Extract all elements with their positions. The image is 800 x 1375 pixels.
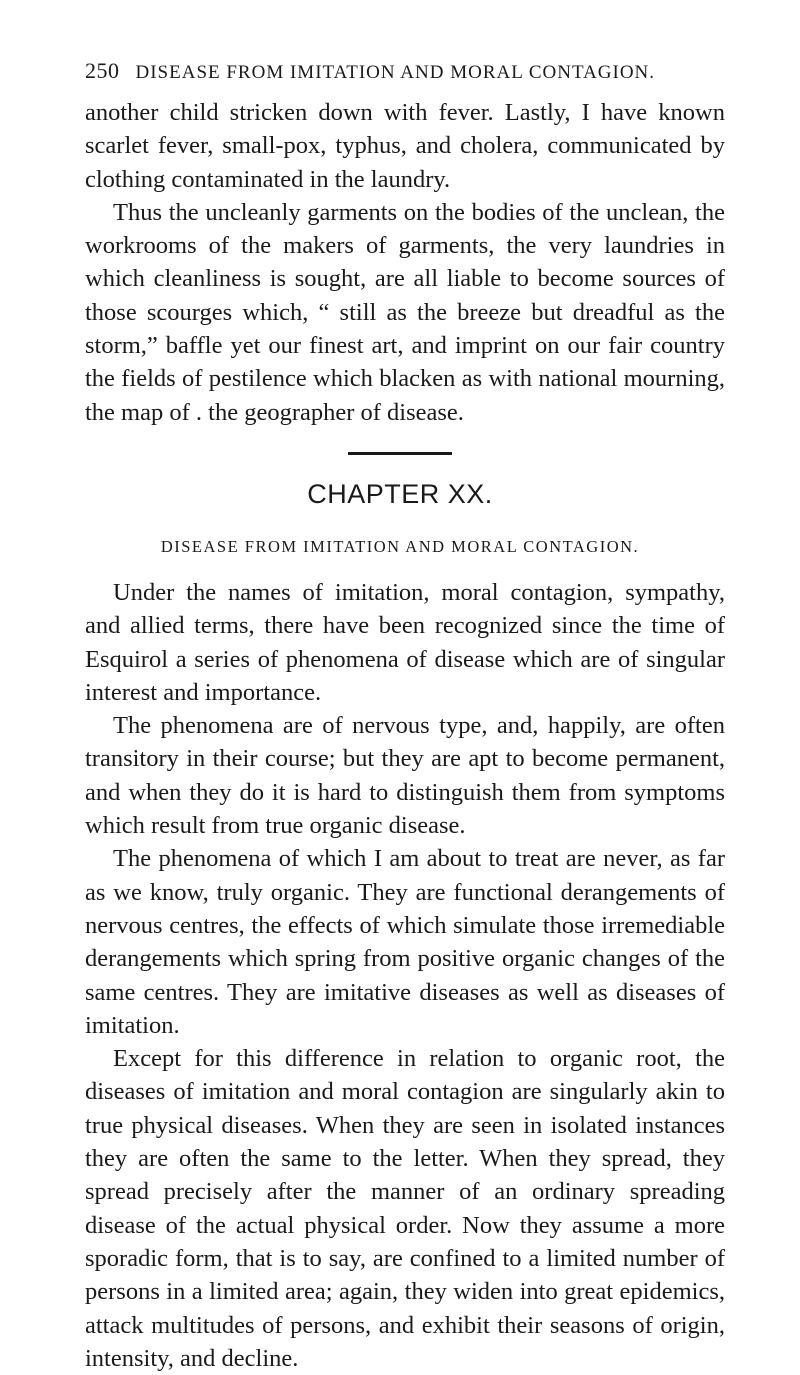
chapter-text-block (85, 576, 725, 1375)
paragraph: The phenomena of which I am about to treat are never, as far as we know, truly organic. They are functional derangements of nervous centres, the effects of which simulate those irremediable derangements which spring from positive organic changes of the same centres. They are imitative diseases as well as diseases of imitation. (85, 845, 725, 1039)
chapter-subtitle: DISEASE FROM IMITATION AND MORAL CONTAGION. (160, 537, 640, 556)
chapter-heading: CHAPTER XX. (307, 479, 493, 509)
paragraph: Thus the uncleanly garments on the bodies of the unclean, the workrooms of the makers of garments, the very laundries in which cleanliness is sought, are all liable to become sources of those scourges which, “ still as the breeze but dreadful as the storm,” baffle yet our finest art, and imprint on our fair country the fields of pestilence which blacken as with national mourning, the map of . the geographer of disease. (85, 198, 725, 426)
running-title: DISEASE FROM IMITATION AND MORAL CONTAGION. (135, 62, 656, 83)
paragraph: Except for this difference in relation to organic root, the diseases of imitation and moral contagion are singularly akin to true physical diseases. When they are seen in isolated instances they are often the same to the letter. When they spread, they spread precisely after the manner of an ordinary spreading disease of the actual physical order. Now they assume a more sporadic form, that is to say, are confined to a limited number of persons in a limited area; again, they widen into great epidemics, attack multitudes of persons, and exhibit their seasons of origin, intensity, and decline. (85, 1045, 725, 1372)
section-divider (348, 452, 452, 455)
paragraph: another child stricken down with fever. Lastly, I have known scarlet fever, small-pox, typhus, and cholera, communicated by clothing contaminated in the laundry. (85, 99, 725, 193)
top-text-block (85, 96, 725, 429)
running-header (85, 58, 725, 84)
page-number: 250 (85, 58, 120, 83)
paragraph: The phenomena are of nervous type, and, happily, are often transitory in their course; but they are apt to become permanent, and when they do it is hard to distinguish them from symptoms which result from true organic disease. (85, 712, 725, 840)
paragraph: Under the names of imitation, moral contagion, sympathy, and allied terms, there have been recognized since the time of Esquirol a series of phenomena of disease which are of singular interest and importance. (85, 579, 725, 706)
